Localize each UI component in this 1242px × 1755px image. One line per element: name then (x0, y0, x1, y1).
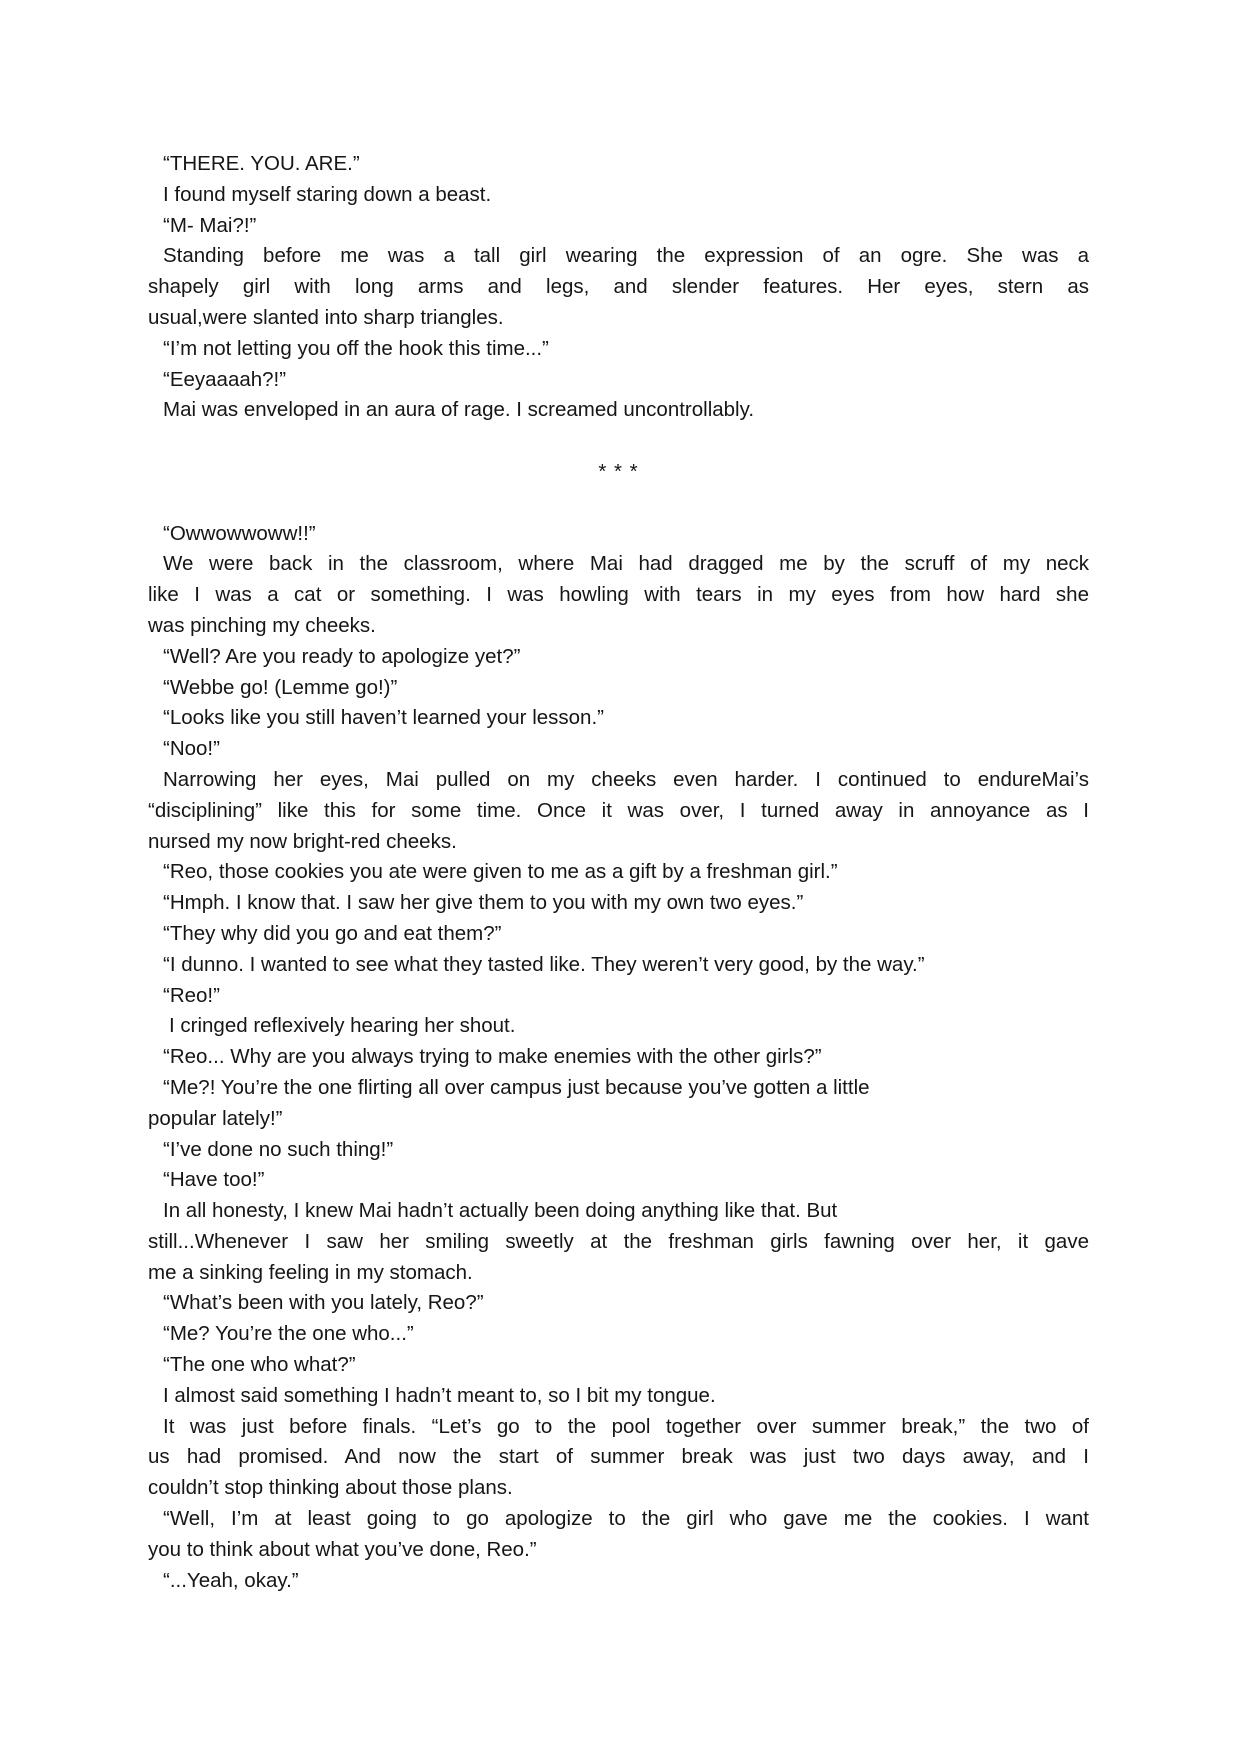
scene-break-separator: * * * (598, 459, 639, 483)
text-line: popular lately!” (148, 1106, 283, 1130)
text-line: “Reo, those cookies you ate were given to me as a gift by a freshman girl.” (163, 860, 838, 884)
text-line: In all honesty, I knew Mai hadn’t actually been doing anything like that. But (163, 1199, 838, 1223)
blank-line (148, 488, 1089, 519)
text-line: “M- Mai?!” (163, 213, 257, 237)
text-line: “THERE. YOU. ARE.” (163, 152, 360, 175)
text-line: I almost said something I hadn’t meant to, so I bit my tongue. (163, 1383, 716, 1407)
text-line: “Well, I’m at least going to go apologize to the girl who gave me the cookies. I want (163, 1507, 1089, 1531)
text-line: “Looks like you still haven’t learned your lesson.” (163, 706, 604, 730)
text-line: “I’ve done no such thing!” (163, 1137, 394, 1161)
text-line: shapely girl with long arms and legs, and slender features. Her eyes, stern as (148, 275, 1089, 299)
text-line: “Me? You’re the one who...” (163, 1322, 414, 1346)
text-line: like I was a cat or something. I was howling with tears in my eyes from how hard she (148, 583, 1089, 607)
blank-line (148, 426, 1089, 457)
text-line: Narrowing her eyes, Mai pulled on my cheeks even harder. I continued to endureMai’s (163, 767, 1089, 791)
text-line: usual,were slanted into sharp triangles. (148, 305, 504, 329)
text-line: “I dunno. I wanted to see what they tasted like. They weren’t very good, by the way.” (163, 952, 925, 976)
text-line: “Owwowwoww!!” (163, 521, 316, 545)
text-line: “What’s been with you lately, Reo?” (163, 1291, 484, 1315)
text-line: “They why did you go and eat them?” (163, 921, 502, 945)
text-line: “I’m not letting you off the hook this time...” (163, 336, 549, 360)
text-line: nursed my now bright-red cheeks. (148, 829, 457, 853)
text-line: “Hmph. I know that. I saw her give them to you with my own two eyes.” (163, 891, 804, 915)
text-line: “Reo!” (163, 983, 220, 1007)
text-line: you to think about what you’ve done, Reo.” (148, 1537, 537, 1561)
text-line: still...Whenever I saw her smiling sweetly at the freshman girls fawning over her, it gave (148, 1229, 1089, 1253)
text-line: “Eeyaaaah?!” (163, 367, 287, 391)
text-line: I found myself staring down a beast. (163, 182, 492, 206)
text-line: couldn’t stop thinking about those plans. (148, 1476, 513, 1500)
text-line: “disciplining” like this for some time. Once it was over, I turned away in annoyance as I (148, 798, 1089, 822)
text-line: “Me?! You’re the one flirting all over campus just because you’ve gotten a little (163, 1075, 870, 1099)
text-content (148, 149, 1089, 1596)
text-line: “Noo!” (163, 737, 220, 761)
text-line: “Reo... Why are you always trying to make enemies with the other girls?” (163, 1045, 822, 1069)
text-line: Standing before me was a tall girl wearing the expression of an ogre. She was a (163, 244, 1089, 268)
text-line: “Well? Are you ready to apologize yet?” (163, 644, 521, 668)
text-line: “The one who what?” (163, 1353, 356, 1377)
text-line: was pinching my cheeks. (148, 613, 376, 637)
text-line: It was just before finals. “Let’s go to the pool together over summer break,” the two of (163, 1414, 1089, 1438)
text-line: I cringed reflexively hearing her shout. (169, 1014, 516, 1038)
text-line: “Webbe go! (Lemme go!)” (163, 675, 398, 699)
text-line: me a sinking feeling in my stomach. (148, 1260, 473, 1284)
text-line: Mai was enveloped in an aura of rage. I screamed uncontrollably. (163, 398, 755, 422)
text-line: “...Yeah, okay.” (163, 1568, 299, 1592)
text-line: “Have too!” (163, 1168, 265, 1192)
text-line: We were back in the classroom, where Mai had dragged me by the scruff of my neck (163, 552, 1089, 576)
text-line: us had promised. And now the start of summer break was just two days away, and I (148, 1445, 1089, 1469)
